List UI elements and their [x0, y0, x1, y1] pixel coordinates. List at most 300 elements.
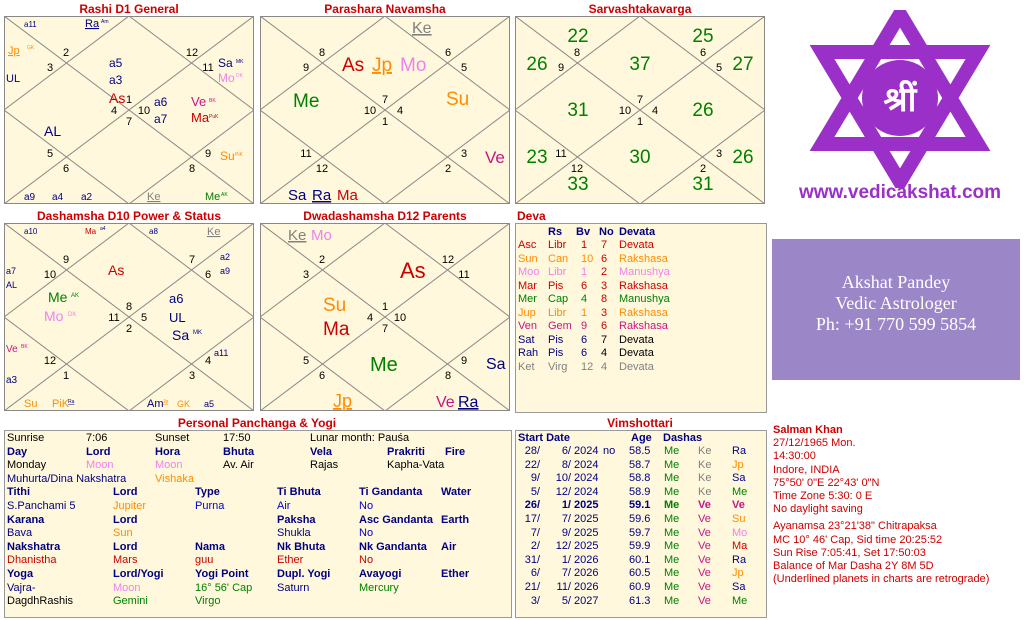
- d9-planet: Su: [446, 89, 470, 110]
- sav-value: 31: [567, 100, 589, 121]
- vim-cell-y: 2025: [574, 513, 599, 525]
- vim-cell-age: 60.9: [629, 581, 651, 593]
- house-number: 1: [381, 116, 389, 128]
- d10-planet: Ve: [6, 344, 18, 355]
- deva-cell-rs: Libr: [548, 266, 567, 278]
- d10-planet: Sa: [172, 327, 190, 343]
- d12-planet: As: [400, 258, 426, 283]
- d10-planet: a6: [169, 291, 184, 306]
- panch-value: Ether: [277, 554, 304, 567]
- deva-cell-p: Mar: [518, 279, 537, 292]
- d1-planet: Me: [205, 191, 221, 203]
- d12-planet: Ma: [323, 319, 350, 340]
- vim-cell-m: 1/: [561, 499, 571, 512]
- d10-planet: a3: [6, 375, 18, 386]
- d1-planet: Ke: [147, 191, 161, 203]
- d1-planet: a3: [109, 73, 123, 87]
- d1-planet: PiK: [235, 152, 243, 158]
- vim-cell-c: Sa: [732, 581, 746, 593]
- deva-cell-bv: 10: [581, 252, 594, 265]
- vim-cell-y: 2025: [574, 499, 599, 512]
- deva-cell-p: Sat: [518, 333, 535, 346]
- house-number: 11: [458, 269, 470, 281]
- vim-cell-a: Me: [664, 445, 680, 457]
- vim-cell-y: 2024: [574, 485, 599, 498]
- d1-planet: Ma: [191, 110, 210, 125]
- house-number: 12: [185, 47, 199, 59]
- house-number: 2: [318, 254, 326, 266]
- deva-cell-rs: Virg: [548, 360, 568, 373]
- vim-cell-age: 58.7: [629, 458, 651, 471]
- panch-header: Asc Gandanta: [359, 513, 433, 526]
- d1-planet: Jp: [8, 45, 20, 57]
- panch-value: Shukla: [277, 527, 311, 540]
- d10-planet: DK: [68, 312, 77, 318]
- house-number: 10: [137, 105, 151, 117]
- house-number: 4: [366, 312, 374, 324]
- sav-value: 30: [629, 147, 651, 168]
- vim-cell-m: 5/: [561, 594, 571, 607]
- panch-header: Lord: [113, 513, 138, 526]
- vim-cell-d: 26/: [524, 499, 540, 512]
- d9-planet: Ke: [412, 20, 432, 37]
- birth-detail: 14:30:00: [773, 450, 816, 463]
- deva-cell-no: 2: [601, 266, 608, 278]
- vim-cell-a: Me: [664, 581, 680, 593]
- house-number: 6: [318, 370, 326, 382]
- panch-value: Air: [277, 500, 291, 512]
- vim-cell-y: 2026: [574, 567, 599, 580]
- panch-value: Monday: [7, 459, 47, 472]
- panch-header: Yogi Point: [195, 568, 249, 580]
- house-number: 7: [188, 254, 196, 266]
- d9-planet: Ma: [337, 187, 358, 204]
- d1-planet: PuK: [209, 114, 219, 120]
- panch-value: Jupiter: [113, 500, 147, 512]
- vim-cell-b: Ve: [698, 581, 711, 593]
- panch-header: Lord: [113, 486, 138, 499]
- panch-value: Virgo: [195, 595, 221, 608]
- panch-header: Air: [441, 540, 457, 553]
- d1-planet: As: [109, 90, 126, 106]
- vim-cell-b: Ve: [698, 553, 711, 566]
- astro-detail: Sun Rise 7:05:41, Set 17:50:03: [773, 546, 926, 559]
- house-number: 12: [43, 355, 57, 367]
- deva-cell-bv: 1: [581, 306, 588, 319]
- house-number: 9: [302, 62, 310, 74]
- d10-planet: Ma: [85, 227, 97, 236]
- vim-cell-d: 22/: [524, 458, 540, 471]
- vim-cell-m: 7/: [561, 567, 571, 580]
- vim-cell-c: Ve: [732, 499, 745, 512]
- d10-planet: MK: [193, 330, 202, 336]
- sav-value: 27: [732, 54, 754, 75]
- vim-cell-a: Me: [664, 472, 680, 485]
- deva-cell-dev: Rakshasa: [619, 306, 668, 319]
- vim-cell-c: Jp: [732, 458, 744, 471]
- d1-planet: AK: [221, 192, 228, 198]
- vim-cell-m: 12/: [555, 540, 571, 553]
- deva-cell-dev: Devata: [619, 239, 654, 251]
- panch-value: Moon: [113, 581, 141, 594]
- panch-header: Hora: [155, 445, 181, 458]
- astrologer-phone: Ph: +91 770 599 5854: [815, 314, 977, 334]
- panch-value: guu: [195, 554, 214, 567]
- vim-cell-y: 2026: [574, 581, 599, 593]
- logo: [790, 10, 1010, 210]
- d9-planet: Mo: [400, 55, 427, 76]
- house-number: 2: [62, 47, 70, 59]
- d10-planet: Mo: [44, 308, 64, 324]
- house-number: 3: [460, 148, 468, 160]
- d12-planet: Ra: [458, 394, 479, 411]
- d12-planet: Su: [323, 295, 347, 316]
- deva-cell-dev: Rakshasa: [619, 320, 668, 332]
- panch-value: Purna: [195, 500, 225, 512]
- deva-header: Bv: [576, 226, 591, 238]
- vim-header-dashas: Dashas: [663, 432, 703, 444]
- vim-cell-b: Ke: [698, 445, 712, 457]
- astrologer-name: Akshat Pandey: [841, 272, 951, 292]
- native-name: Salman Khan: [773, 424, 843, 436]
- deva-cell-dev: Manushya: [619, 266, 670, 278]
- house-number: 10: [43, 269, 57, 281]
- deva-cell-no: 6: [601, 252, 608, 265]
- deva-header: Rs: [548, 226, 563, 238]
- house-number: 5: [46, 148, 54, 160]
- house-number: 9: [460, 355, 468, 367]
- birth-detail: No daylight saving: [773, 503, 863, 516]
- panch-header: Vela: [310, 445, 333, 458]
- deva-cell-no: 3: [601, 306, 608, 319]
- vim-cell-m: 10/: [555, 472, 571, 485]
- vim-cell-n: no: [603, 445, 616, 457]
- dwadashamsha-d12-chart: [260, 223, 510, 411]
- vim-cell-m: 6/: [561, 445, 571, 457]
- deva-cell-dev: Devata: [619, 360, 654, 373]
- d10-planet: PiK: [52, 398, 70, 410]
- deva-cell-no: 7: [601, 333, 608, 346]
- navamsha-d9-chart: [260, 16, 510, 204]
- d9-planet: Me: [293, 91, 320, 112]
- vim-cell-age: 59.9: [629, 540, 651, 553]
- vim-cell-b: Ve: [698, 540, 711, 553]
- house-number: 5: [302, 355, 310, 367]
- house-number: 4: [110, 105, 118, 117]
- vim-cell-y: 2027: [574, 594, 599, 607]
- star-of-david-icon: [790, 10, 1010, 188]
- panch-value: Saturn: [277, 581, 310, 594]
- astrologer-title: Vedic Astrologer: [835, 293, 957, 313]
- deva-cell-dev: Rakshasa: [619, 252, 668, 265]
- dashamsha-d10-chart: [4, 223, 254, 411]
- d1-planet: a4: [52, 192, 64, 203]
- house-number: 8: [444, 370, 452, 382]
- vim-cell-age: 58.8: [629, 472, 651, 485]
- deva-cell-bv: 6: [581, 347, 588, 359]
- vim-cell-a: Me: [664, 594, 680, 607]
- house-number: 7: [381, 323, 389, 335]
- vim-cell-c: Me: [732, 594, 748, 607]
- house-number: 11: [108, 312, 120, 324]
- panch-header: Ether: [441, 568, 470, 580]
- d10-planet: a4: [100, 226, 106, 232]
- deva-cell-p: Sun: [518, 252, 538, 265]
- vim-cell-d: 21/: [524, 581, 540, 593]
- d10-planet: a8: [149, 227, 158, 236]
- deva-cell-bv: 12: [581, 360, 594, 373]
- panch-header: Type: [195, 486, 220, 499]
- d9-title: Parashara Navamsha: [324, 2, 446, 16]
- panch-value: No: [359, 527, 374, 540]
- d10-planet: a7: [6, 266, 17, 276]
- vim-cell-m: 1/: [561, 553, 571, 566]
- house-number: 9: [204, 148, 212, 160]
- panch-header: Earth: [441, 513, 470, 526]
- deva-cell-p: Jup: [518, 306, 536, 319]
- d1-planet: Su: [220, 149, 235, 163]
- panch-value: Rajas: [310, 459, 339, 472]
- house-number: 4: [204, 355, 212, 367]
- d1-title: Rashi D1 General: [79, 2, 179, 16]
- house-number: 2: [444, 163, 452, 175]
- deva-panel: [515, 223, 767, 413]
- deva-cell-no: 4: [601, 360, 608, 373]
- d10-planet: UL: [169, 310, 186, 325]
- house-number: 1: [62, 370, 70, 382]
- vim-header-start: Start Date: [518, 432, 570, 444]
- vim-cell-d: 9/: [530, 472, 540, 485]
- panch-header: Tithi: [7, 486, 31, 499]
- vim-cell-c: Ma: [732, 540, 748, 553]
- panch-header: Dupl. Yogi: [277, 568, 331, 580]
- sav-value: 25: [692, 26, 714, 47]
- vim-cell-age: 61.3: [629, 594, 651, 607]
- deva-cell-bv: 6: [581, 279, 588, 292]
- d10-planet: As: [108, 262, 125, 278]
- deva-cell-no: 8: [601, 293, 608, 305]
- house-number: 8: [318, 47, 326, 59]
- house-number: 4: [396, 105, 404, 117]
- vim-cell-a: Me: [664, 540, 680, 553]
- sav-value: 26: [526, 54, 548, 75]
- deva-cell-dev: Rakshasa: [619, 279, 668, 292]
- sunrise-value: 7:06: [86, 432, 108, 444]
- house-number: 10: [363, 105, 377, 117]
- house-number: 9: [557, 62, 565, 74]
- panch-value: Gemini: [113, 595, 148, 608]
- deva-cell-rs: Gem: [548, 320, 572, 332]
- panch-header: Paksha: [277, 513, 316, 526]
- panchanga-panel: [4, 430, 512, 618]
- lunar-month: Lunar month: Pauśa: [310, 432, 410, 444]
- panch-header: Ti Gandanta: [359, 486, 423, 499]
- birth-detail: Time Zone 5:30: 0 E: [773, 490, 873, 503]
- d12-planet: Sa: [486, 356, 506, 373]
- d1-planet: a6: [154, 95, 168, 109]
- panch-value: Kapha-Vata: [387, 459, 445, 472]
- panch-header: Nk Bhuta: [277, 540, 326, 553]
- vim-cell-age: 59.6: [629, 513, 651, 525]
- panch-value: Mars: [113, 554, 138, 567]
- vim-cell-m: 8/: [561, 458, 571, 471]
- birth-info: [773, 424, 1023, 586]
- deva-cell-p: Ven: [518, 320, 537, 332]
- vim-cell-c: Ra: [732, 445, 747, 457]
- deva-cell-p: Asc: [518, 239, 537, 251]
- house-number: 12: [441, 254, 455, 266]
- vim-cell-c: Mo: [732, 526, 748, 539]
- house-number: 11: [202, 62, 214, 74]
- d1-planet: UL: [6, 73, 21, 85]
- d10-planet: Me: [48, 289, 68, 305]
- deva-cell-no: 6: [601, 320, 608, 332]
- vim-cell-b: Ve: [698, 567, 711, 580]
- website-url[interactable]: www.vedicakshat.com: [798, 182, 1002, 203]
- vim-cell-b: Ke: [698, 485, 712, 498]
- deva-cell-p: Ket: [518, 360, 535, 373]
- deva-cell-bv: 6: [581, 333, 588, 346]
- vim-cell-a: Me: [664, 499, 680, 512]
- d1-planet: a9: [24, 192, 36, 203]
- d10-planet: a9: [220, 266, 231, 276]
- sav-value: 22: [567, 26, 589, 47]
- house-number: 8: [125, 301, 133, 313]
- vim-cell-d: 7/: [530, 526, 540, 539]
- d10-planet: Jp: [163, 399, 169, 405]
- deva-cell-bv: 4: [581, 293, 588, 305]
- deva-cell-dev: Devata: [619, 347, 654, 359]
- vim-cell-age: 58.5: [629, 445, 651, 457]
- vim-cell-a: Me: [664, 553, 680, 566]
- panch-value: No: [359, 554, 374, 567]
- panch-value: Av. Air: [223, 459, 254, 472]
- panch-value: S.Panchami 5: [7, 500, 76, 512]
- house-number: 12: [570, 163, 584, 175]
- panch-header: Water: [441, 486, 472, 499]
- d1-planet: MK: [236, 59, 244, 65]
- astro-detail: MC 10° 46' Cap, Sid time 20:25:52: [773, 533, 943, 546]
- d1-planet: DK: [236, 73, 243, 79]
- panch-value: Moon: [155, 459, 183, 472]
- d1-planet: Ra: [85, 18, 100, 30]
- panch-header: Nama: [195, 540, 225, 553]
- d10-title: Dashamsha D10 Power & Status: [36, 209, 222, 223]
- d9-planet: As: [342, 55, 365, 76]
- d1-planet: AL: [44, 123, 62, 139]
- house-number: 3: [46, 62, 54, 74]
- panch-value: Sun: [113, 527, 133, 540]
- house-number: 1: [125, 94, 133, 106]
- deva-cell-no: 7: [601, 239, 608, 251]
- birth-detail: Indore, INDIA: [773, 463, 840, 476]
- panch-value: No: [359, 500, 374, 512]
- deva-cell-rs: Pis: [548, 279, 564, 292]
- deva-cell-p: Rah: [518, 347, 539, 359]
- d10-planet: AK: [71, 293, 80, 299]
- deva-cell-no: 3: [601, 279, 608, 292]
- d10-planet: a11: [214, 348, 229, 358]
- d10-planet: a10: [24, 227, 38, 236]
- muhurta-value: Vishaka: [155, 472, 194, 485]
- panch-header: Nakshatra: [7, 540, 61, 553]
- d10-planet: Ke: [207, 226, 221, 238]
- d10-planet: Am: [147, 398, 164, 410]
- panch-header: Fire: [445, 445, 466, 458]
- vim-cell-y: 2024: [574, 445, 599, 457]
- d9-planet: Sa: [288, 187, 307, 204]
- panch-header: Nk Gandanta: [359, 540, 427, 553]
- deva-cell-rs: Pis: [548, 333, 564, 346]
- panch-header: Prakriti: [387, 445, 425, 458]
- vim-cell-a: Me: [664, 485, 680, 498]
- d1-planet: a7: [154, 112, 168, 126]
- d1-planet: Am: [101, 19, 109, 25]
- deva-cell-rs: Can: [548, 252, 569, 265]
- sunrise-label: Sunrise: [7, 432, 45, 444]
- d10-planet: a2: [220, 252, 231, 262]
- deva-cell-rs: Libr: [548, 306, 567, 319]
- deva-header: No: [599, 226, 614, 238]
- house-number: 4: [651, 105, 659, 117]
- panchanga-title: Personal Panchanga & Yogi: [177, 416, 337, 430]
- vim-cell-b: Ve: [698, 526, 711, 539]
- d9-planet: Ra: [312, 187, 332, 204]
- vim-cell-age: 58.9: [629, 485, 651, 498]
- vim-cell-y: 2025: [574, 526, 599, 539]
- panch-header: Yoga: [7, 568, 34, 580]
- d9-planet: Jp: [372, 55, 393, 76]
- vim-cell-m: 9/: [561, 526, 571, 539]
- d10-planet: Ra: [68, 399, 75, 405]
- d1-planet: a2: [81, 192, 93, 203]
- house-number: 11: [555, 148, 567, 160]
- vim-cell-d: 17/: [524, 513, 540, 525]
- deva-cell-p: Moo: [518, 266, 540, 278]
- panch-header: Karana: [7, 513, 45, 526]
- house-number: 7: [125, 116, 133, 128]
- d1-planet: GK: [27, 45, 35, 51]
- shreem-symbol: श्रीं: [883, 81, 917, 119]
- sarvashtakavarga-chart: [515, 16, 765, 204]
- vim-cell-d: 5/: [530, 485, 540, 498]
- deva-cell-dev: Manushya: [619, 293, 670, 305]
- vim-cell-b: Ve: [698, 499, 711, 512]
- d1-planet: Ve: [191, 94, 207, 109]
- d10-planet: AL: [6, 280, 18, 290]
- vim-cell-y: 2024: [574, 458, 599, 471]
- vim-cell-d: 3/: [530, 594, 540, 607]
- sav-value: 31: [692, 174, 714, 195]
- vim-cell-c: Sa: [732, 472, 746, 485]
- house-number: 12: [315, 163, 329, 175]
- panch-header: Lord: [86, 445, 111, 458]
- panch-value: Moon: [86, 459, 114, 472]
- house-number: 3: [715, 148, 723, 160]
- deva-cell-no: 4: [601, 347, 608, 359]
- panch-header: Lord: [113, 540, 138, 553]
- d1-planet: BK: [209, 98, 216, 104]
- panch-value: DagdhRashis: [7, 595, 74, 608]
- house-number: 6: [699, 47, 707, 59]
- sunset-label: Sunset: [155, 432, 190, 444]
- vim-cell-m: 12/: [555, 485, 571, 498]
- vim-cell-age: 59.1: [629, 499, 651, 512]
- deva-title: Deva: [517, 209, 546, 223]
- muhurta-label: Muhurta/Dina Nakshatra: [7, 472, 127, 485]
- d12-planet: Ke: [288, 227, 307, 244]
- house-number: 3: [302, 269, 310, 281]
